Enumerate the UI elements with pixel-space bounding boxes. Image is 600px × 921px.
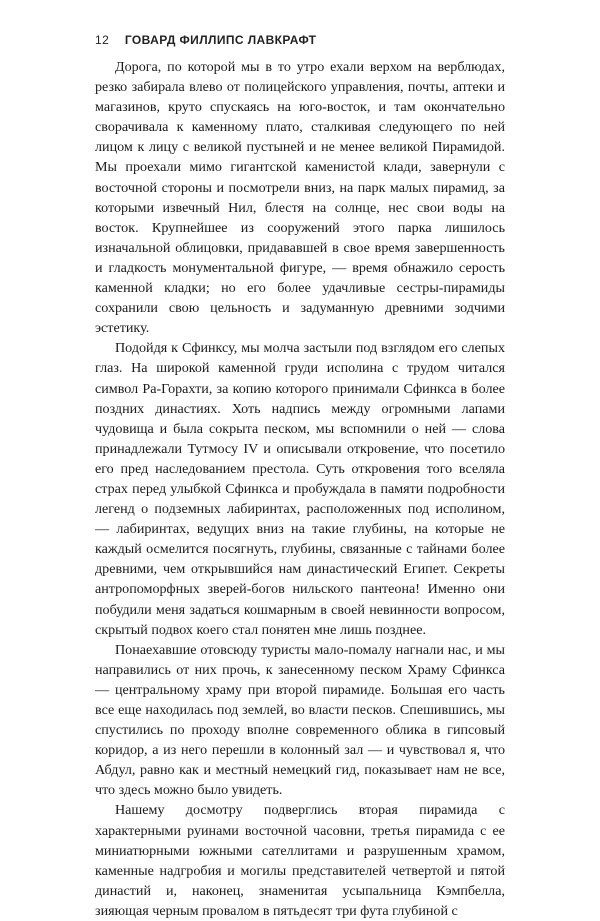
body-text: [95, 57, 505, 921]
running-title: ГОВАРД ФИЛЛИПС ЛАВКРАФТ: [124, 33, 317, 47]
page-number: 12: [95, 33, 110, 47]
running-header: [95, 33, 316, 47]
paragraph: Дорога, по которой мы в то утро ехали верхом на верблюдах, резко забирала влево от полицейского управления, почты, аптеки и магазинов, круто спускаясь на юго-восток, и там окончательно сворачивала к каменному плато, сталкивая следующего по ней лицом к лицу с великой пустыней и не менее великой Пирамидой. Мы проехали мимо гигантской каменистой клади, завернули с восточной стороны и посмотрели вниз, на парк малых пирамид, за которыми извечный Нил, блестя на солнце, нес свои воды на восток. Крупнейшее из сооружений этого парка лишилось изначальной облицовки, придававшей в свое время завершенность и гладкость монументальной фигуре, — время обнажило серость каменной кладки; но его более удачливые сестры-пирамиды сохранили свою цельность и задуманную древними зодчими эстетику.: [95, 59, 505, 337]
paragraph: Нашему досмотру подверглись вторая пирамида с характерными руинами восточной часовни, третья пирамида с ее миниатюрными южными сателлитами и разрушенным храмом, каменные надгробия и могилы представителей четвертой и пятой династий и, наконец, знаменитая усыпальница Кэмпбелла, зияющая черным провалом в пятьдесят три фута глубиной с: [95, 802, 505, 919]
paragraph: Подойдя к Сфинксу, мы молча застыли под взглядом его слепых глаз. На широкой каменной груди исполина с трудом читался символ Ра-Горахти, за копию которого принимали Сфинкса в более поздних династиях. Хоть надпись между огромными лапами чудовища и была сокрыта песком, мы вспомнили о ней — слова принадлежали Тутмосу IV и описывали откровение, что посетило его пред наследованием престола. Суть откровения того вселяла страх перед улыбкой Сфинкса и пробуждала в памяти подробности легенд о подземных лабиринтах, расположенных под исполином, — лабиринтах, ведущих вниз на такие глубины, на которые не каждый осмелится посягнуть, глубины, связанные с тайнами более древними, чем открывшийся нам династический Египет. Секреты антропоморфных зверей-богов нильского пантеона! Именно они побудили меня задаться кошмарным в своей невинности вопросом, скрытый подвох коего стал понятен мне лишь позднее.: [95, 340, 505, 638]
paragraph: Понаехавшие отовсюду туристы мало-помалу нагнали нас, и мы направились от них прочь, к занесенному песком Храму Сфинкса — центральному храму при второй пирамиде. Большая его часть все еще находилась под землей, во власти песков. Спешившись, мы спустились по проходу вполне современного облика в гипсовый коридор, а из него перешли в колонный зал — и чувствовал я, что Абдул, равно как и местный немецкий гид, показывает нам не все, что здесь можно было увидеть.: [95, 641, 505, 799]
